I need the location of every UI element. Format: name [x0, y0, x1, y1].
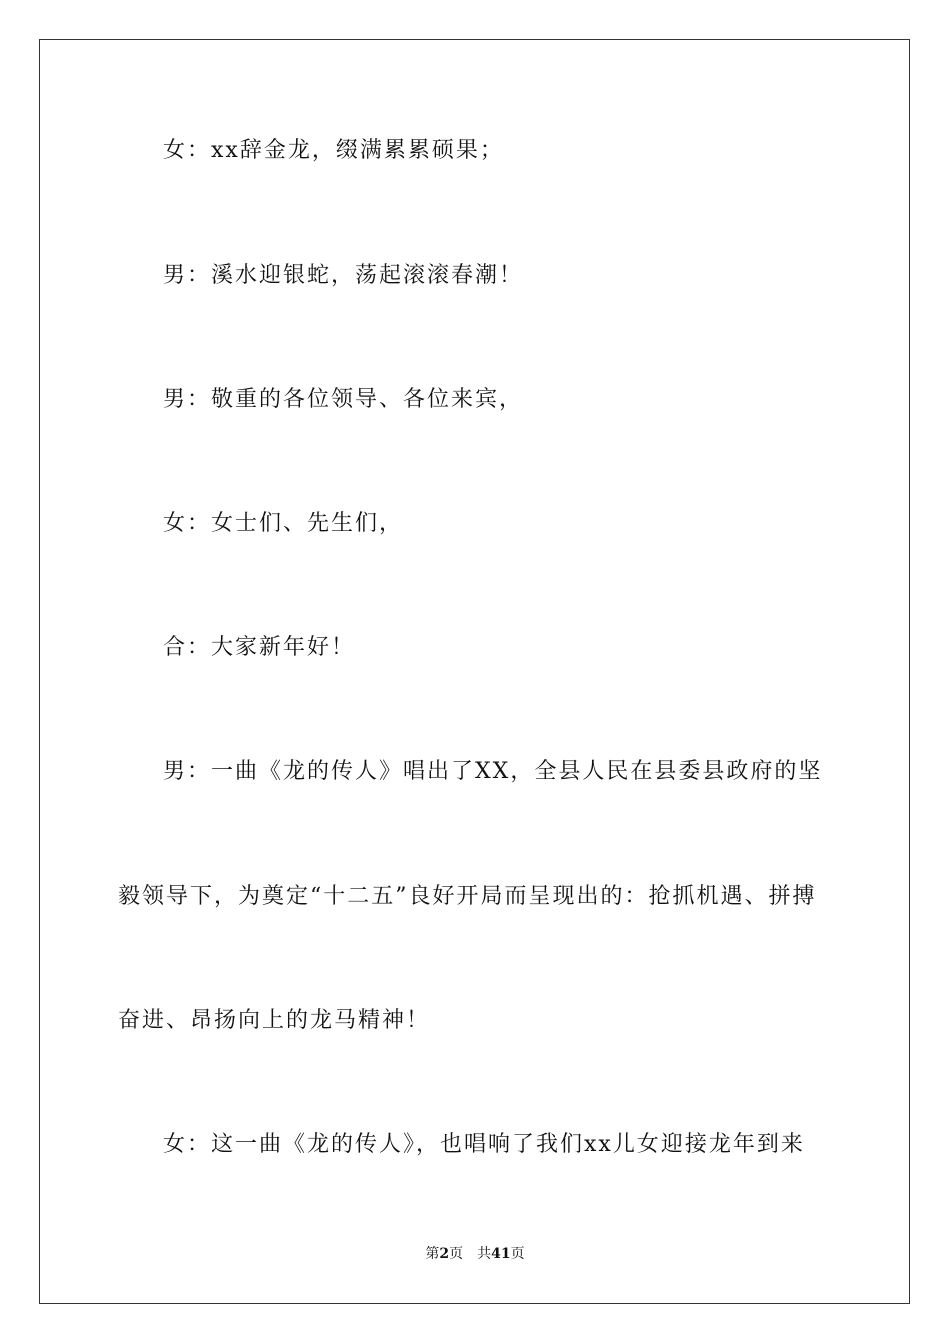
footer-total-suffix: 页	[510, 1246, 525, 1262]
footer-total-pages: 41	[491, 1246, 511, 1262]
dialogue-line-3: 男：敬重的各位领导、各位来宾，	[163, 387, 524, 412]
dialogue-line-1: 女：xx辞金龙，缀满累累硕果；	[163, 138, 504, 163]
page-footer	[0, 1244, 950, 1264]
footer-page-number: 2	[439, 1246, 450, 1262]
paragraph-line-2: 毅领导下，为奠定“十二五”良好开局而呈现出的：抢抓机遇、拼搏	[118, 884, 817, 909]
footer-page-suffix: 页	[449, 1246, 464, 1262]
paragraph-line-3: 奋进、昂扬向上的龙马精神！	[118, 1008, 431, 1033]
dialogue-line-2: 男：溪水迎银蛇，荡起滚滚春潮！	[163, 263, 524, 288]
footer-page-prefix: 第	[425, 1246, 440, 1262]
paragraph-line-4: 女：这一曲《龙的传人》，也唱响了我们xx儿女迎接龙年到来	[163, 1132, 805, 1157]
footer-total-prefix: 共	[477, 1246, 492, 1262]
paragraph-line-1: 男：一曲《龙的传人》唱出了XX，全县人民在县委县政府的坚	[163, 759, 823, 784]
page-border	[39, 39, 910, 1304]
dialogue-line-4: 女：女士们、先生们，	[163, 511, 404, 536]
dialogue-line-5: 合：大家新年好！	[163, 635, 356, 660]
